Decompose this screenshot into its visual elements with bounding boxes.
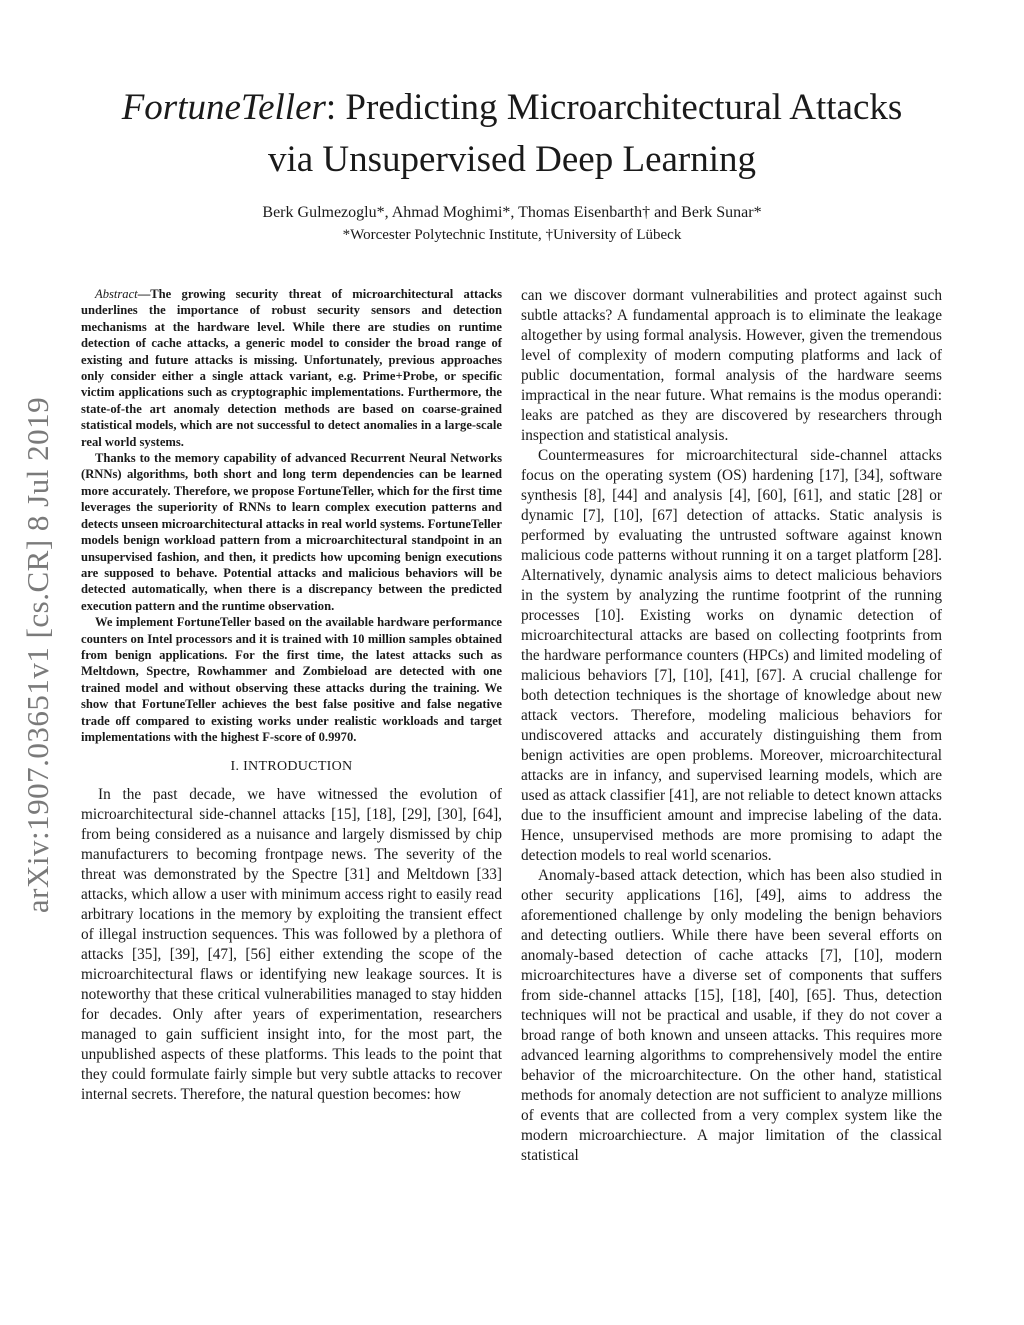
right-column [521,286,942,1166]
intro-paragraph-3: Countermeasures for microarchitectural side-channel attacks focus on the operating system (OS) hardening [17], [34], software synthesis [8], [44] and analysis [4], [60], [61], and static [28] or dynamic [7], [10], [67] detection of attacks. Static analysis is performed by evaluating the untrusted software against known malicious code patterns without running it on a target platform [28]. Alternatively, dynamic analysis aims to detect malicious behaviors in the system by analyzing the runtime footprint of the running processes [10]. Existing works on dynamic detection of microarchitectural attacks are based on collecting footprints from the hardware performance counters (HPCs) and limited modeling of malicious behaviors [7], [10], [41], [67]. A crucial challenge for both detection techniques is the shortage of knowledge about new attack vectors. Therefore, modeling malicious behaviors for undiscovered attacks and accurately distinguishing them from benign activities are open problems. Moreover, microarchitectural attacks are in infancy, and supervised learning models, which are used as attack classifier [41], are not reliable to detect known attacks due to the insufficient amount and imprecise labeling of the data. Hence, unsupervised methods are more promising to adapt the detection models to real world scenarios. [521,447,942,864]
intro-paragraph-2: can we discover dormant vulnerabilities and protect against such subtle attacks? A fundamental approach is to eliminate the leakage altogether by using formal analysis. However, given the tremendous level of complexity of modern computing platforms and lack of public documentation, formal analysis of the hardware seems impractical in the near future. What remains is the modus operandi: leaks are patched as they are discovered by researchers through inspection and statistical analysis. [521,287,942,444]
intro-paragraph-1: In the past decade, we have witnessed the evolution of microarchitectural side-channel attacks [15], [18], [29], [30], [64], from being considered as a nuisance and largely dismissed by chip manufacturers to becoming frontpage news. The severity of the threat was demonstrated by the Spectre [31] and Meltdown [33] attacks, which allow a user with minimum access right to easily read arbitrary locations in the memory by exploiting the transient effect of illegal instruction sequences. This was followed by a plethora of attacks [35], [39], [47], [56] either extending the scope of the microarchitectural flaws or identifying new leakage sources. It is noteworthy that these critical vulnerabilities managed to stay hidden for decades. Only after years of experimentation, researchers managed to gain sufficient insight into, for the most part, the unpublished aspects of these platforms. This leads to the point that they could formulate fairly simple but very subtle attacks to recover internal secrets. Therefore, the natural question becomes: how [81,786,502,1104]
section-heading: I. INTRODUCTION [230,759,353,775]
arxiv-stamp-text: arXiv:1907.03651v1 [cs.CR] 8 Jul 2019 [20,396,55,914]
paper-title [0,82,1024,186]
abstract-paragraph-1 [81,286,502,450]
abstract-text-1: —The growing security threat of microarchitectural attacks underlines the importance of robust security sensors and detection mechanisms at the hardware level. While there are studies on runtime detection of cache attacks, a generic model to consider the broad range of existing and future attacks is missing. Unfortunately, previous approaches only consider either a single attack variant, e.g. Prime+Probe, or specific victim applications such as cryptographic implementations. Furthermore, the state-of-the art anomaly detection methods are based on coarse-grained statistical models, which are not successful to detect anomalies in a large-scale real world systems. [81,287,502,449]
title-italic: FortuneTeller [121,87,326,128]
left-column [81,286,502,1105]
intro-left [81,785,502,1105]
abstract [81,286,502,745]
intro-right [521,286,942,1166]
abstract-paragraph-2: Thanks to the memory capability of advanced Recurrent Neural Networks (RNNs) algorithms, both short and long term dependencies can be learned more accurately. Therefore, we propose FortuneTeller, which for the first time leverages the superiority of RNNs to learn complex execution patterns and detects unseen microarchitectural attacks in real world systems. FortuneTeller models benign workload pattern from a microarchitectural standpoint in an unsupervised fashion, and then, it predicts how upcoming benign executions are supposed to behave. Potential attacks and malicious behaviors will be detected automatically, when there is a discrepancy between the predicted execution pattern and the runtime observation. [81,451,502,613]
title-rest: : Predicting Microarchitectural Attacks [325,87,903,128]
title-line-1 [0,82,1024,134]
author-list: Berk Gulmezoglu*, Ahmad Moghimi*, Thomas Eisenbarth† and Berk Sunar* [262,204,762,221]
title-line-2: via Unsupervised Deep Learning [267,139,757,180]
affiliations: *Worcester Polytechnic Institute, †University of Lübeck [342,227,682,243]
arxiv-stamp [18,375,58,935]
intro-paragraph-4: Anomaly-based attack detection, which has been also studied in other security applications [16], [49], aims to address the aforementioned challenge by only modeling the benign behaviors and detecting outliers. While there have been several efforts on anomaly-based detection of cache attacks [7], [10], modern microarchitectures have a diverse set of components that suffers from side-channel attacks [15], [18], [40], [65]. Thus, detection techniques will not be practical and usable, if they do not cover a broad range of both known and unseen attacks. This requires more advanced learning algorithms to comprehensively model the entire behavior of the microarchitecture. On the other hand, statistical methods for anomaly detection are not sufficient to analyze millions of events that are collected from a very complex system like the modern microarchiecture. A major limitation of the classical statistical [521,867,942,1164]
abstract-label: Abstract [95,287,138,301]
abstract-paragraph-3: We implement FortuneTeller based on the available hardware performance counters on Intel processors and it is trained with 10 million samples obtained from benign applications. For the first time, the latest attacks such as Meltdown, Spectre, Rowhammer and Zombieload are detected with one trained model and without observing these attacks during the training. We show that FortuneTeller achieves the best false positive and false negative trade off compared to existing works under realistic workloads and target implementations with the highest F-score of 0.9970. [81,615,502,744]
